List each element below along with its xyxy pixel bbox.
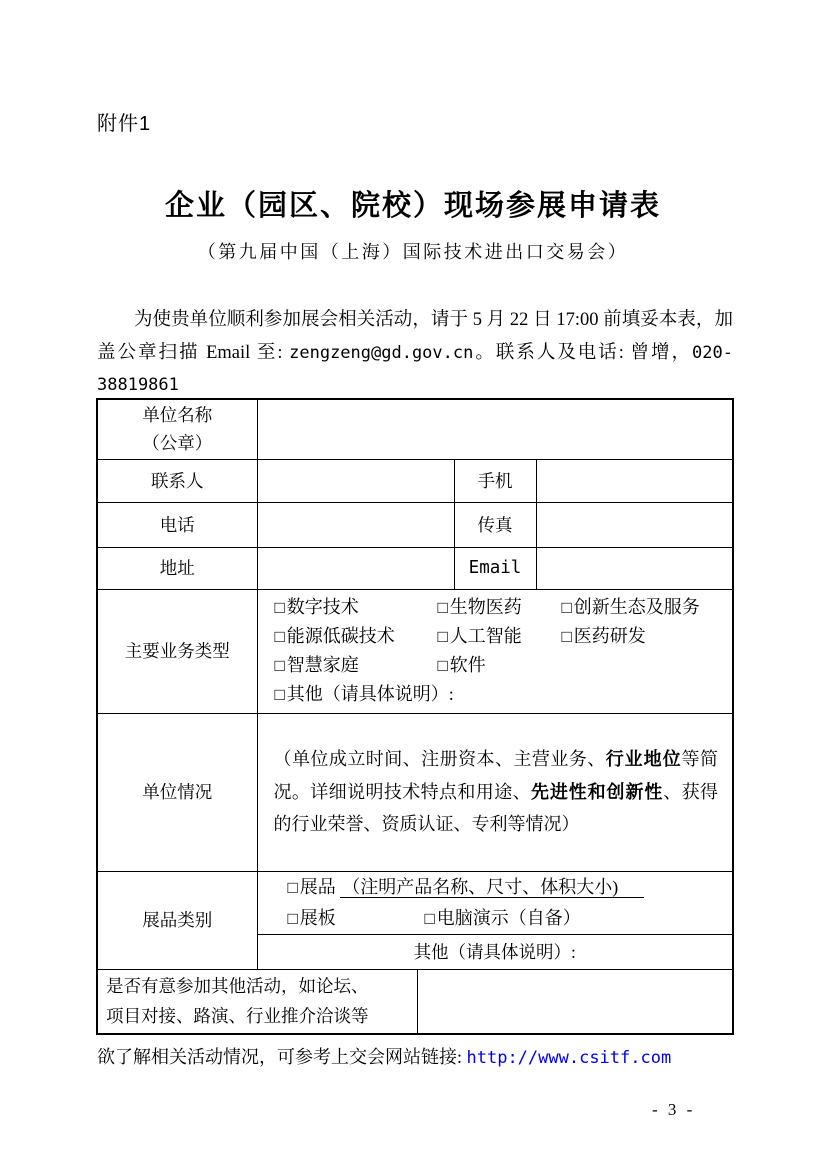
exhibit-category-label: 展品类别: [97, 871, 257, 969]
fax-label: 传真: [454, 502, 536, 547]
table-row: [97, 871, 733, 934]
checkbox-icon[interactable]: □: [424, 908, 435, 928]
checkbox-option-low-carbon-energy[interactable]: □ 能源低碳技术: [274, 626, 395, 646]
checkbox-option-biomedicine[interactable]: □ 生物医药: [437, 597, 522, 617]
business-type-label: 主要业务类型: [97, 589, 257, 713]
page-title: 企业（园区、院校）现场参展申请表: [164, 190, 661, 222]
unit-info-bold-industry-position: 行业地位: [605, 749, 682, 770]
email-value-cell[interactable]: [536, 547, 733, 589]
exhibit-options-cell: [257, 871, 733, 934]
table-row: [97, 713, 733, 871]
mobile-value-cell[interactable]: [536, 459, 733, 502]
email-label: Email: [454, 547, 536, 589]
application-form-table: [96, 398, 734, 1035]
checkbox-icon[interactable]: □: [274, 627, 285, 646]
checkbox-option-computer-demo[interactable]: □ 电脑演示（自备）: [424, 907, 581, 928]
checkbox-option-ai[interactable]: □ 人工智能: [437, 626, 522, 646]
business-type-options-cell: [257, 589, 733, 713]
table-row: [97, 502, 733, 547]
checkbox-icon[interactable]: □: [437, 627, 448, 646]
table-row: [97, 399, 733, 459]
unit-info-desc-cell[interactable]: [257, 713, 733, 871]
intro-text-1: 为使贵单位顺利参加展会相关活动，请于 5 月 22 日 17:00 前填妥本表，加盖公章扫描 Email 至:: [97, 310, 733, 363]
phone-value-cell[interactable]: [257, 502, 454, 547]
table-row: [97, 969, 733, 1034]
unit-info-bold-advancement: 先进性和创新性: [530, 781, 664, 802]
checkbox-icon[interactable]: □: [287, 877, 298, 897]
checkbox-icon[interactable]: □: [561, 627, 572, 646]
checkbox-icon[interactable]: □: [437, 656, 448, 675]
exhibit-other-label: 其他（请具体说明）:: [413, 942, 576, 962]
unit-name-label: 单位名称 （公章）: [97, 399, 257, 459]
checkbox-icon[interactable]: □: [437, 598, 448, 617]
checkbox-option-pharma-rnd[interactable]: □ 医药研发: [561, 626, 646, 646]
fax-value-cell[interactable]: [536, 502, 733, 547]
unit-name-value-cell[interactable]: [257, 399, 733, 459]
checkbox-icon[interactable]: □: [274, 598, 285, 617]
contact-email: zengzeng@gd.gov.cn: [289, 342, 474, 363]
page-number: - 3 -: [652, 1100, 696, 1119]
attachment-label: 附件1: [97, 113, 152, 135]
phone-label: 电话: [97, 502, 257, 547]
contact-phone: 020-38819861: [97, 342, 733, 395]
other-activity-label: 是否有意参加其他活动，如论坛、 项目对接、路演、行业推介洽谈等: [97, 969, 417, 1034]
checkbox-icon[interactable]: □: [287, 908, 298, 928]
other-activity-value-cell[interactable]: [417, 969, 733, 1034]
checkbox-option-smart-home[interactable]: □ 智慧家庭: [274, 655, 359, 675]
footer-note: [97, 1043, 797, 1069]
exhibit-product-note: （注明产品名称、尺寸、体积大小): [340, 877, 644, 898]
intro-text-2: 。联系人及电话: 曾增，: [473, 342, 693, 363]
checkbox-option-other-business[interactable]: □ 其他（请具体说明）:: [274, 684, 454, 704]
footer-text: 欲了解相关活动情况，可参考上交会网站链接:: [97, 1047, 467, 1067]
website-link[interactable]: http://www.csitf.com: [466, 1048, 672, 1068]
address-label: 地址: [97, 547, 257, 589]
checkbox-option-exhibit-board[interactable]: □ 展板: [287, 907, 336, 928]
mobile-label: 手机: [454, 459, 536, 502]
unit-info-label: 单位情况: [97, 713, 257, 871]
checkbox-option-exhibit-product[interactable]: □ 展品: [287, 876, 336, 897]
unit-info-description: （单位成立时间、注册资本、主营业务、行业地位等简况。详细说明技术特点和用途、先进性和创新性、获得的行业荣誉、资质认证、专利等情况）: [273, 749, 719, 835]
checkbox-option-digital-tech[interactable]: □ 数字技术: [274, 597, 359, 617]
table-row: [97, 589, 733, 713]
checkbox-option-software[interactable]: □ 软件: [437, 655, 486, 675]
checkbox-icon[interactable]: □: [274, 685, 285, 704]
table-row: [97, 547, 733, 589]
contact-label: 联系人: [97, 459, 257, 502]
intro-paragraph: [97, 304, 733, 402]
checkbox-icon[interactable]: □: [561, 598, 572, 617]
checkbox-icon[interactable]: □: [274, 656, 285, 675]
exhibit-other-cell[interactable]: [257, 934, 733, 969]
page-subtitle: （第九届中国（上海）国际技术进出口交易会）: [197, 242, 629, 262]
table-row: [97, 459, 733, 502]
address-value-cell[interactable]: [257, 547, 454, 589]
checkbox-option-innovation-ecology[interactable]: □ 创新生态及服务: [561, 597, 700, 617]
contact-value-cell[interactable]: [257, 459, 454, 502]
